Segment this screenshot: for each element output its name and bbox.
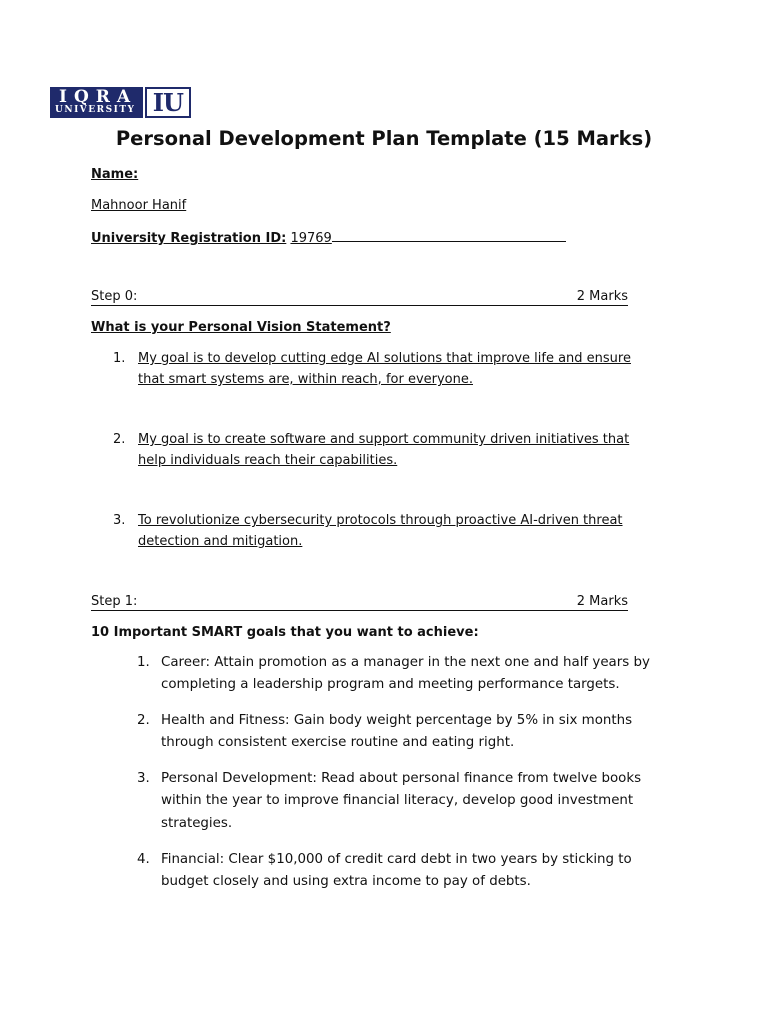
vision-item-line: that smart systems are, within reach, for everyone. [138,372,473,387]
goal-item-line: through consistent exercise routine and eating right. [161,735,515,751]
goal-item-text [161,849,671,894]
step-0-line [91,289,628,306]
vision-item-line: help individuals reach their capabilities. [138,453,398,468]
goal-item-number: 4. [137,852,150,867]
step-1-marks: 2 Marks [576,594,628,609]
goal-item-text [161,652,671,697]
vision-item-line: My goal is to create software and support community driven initiatives that [138,432,630,447]
vision-item-line: To revolutionize cybersecurity protocols through proactive AI-driven threat [138,513,623,528]
step-1-question: 10 Important SMART goals that you want to achieve: [91,625,479,640]
goal-item-number: 1. [137,655,150,670]
registration-line [91,229,566,247]
registration-fill-line [332,229,566,242]
vision-item-number: 1. [113,351,126,366]
vision-item-text [138,348,668,390]
vision-item-text [138,510,668,552]
logo-mark: IU [145,87,191,118]
logo-bottom-text: UNIVERSITY [55,105,136,115]
goal-item-line: strategies. [161,815,233,831]
logo-wordmark [50,87,143,118]
step-1-label: Step 1: [91,594,138,609]
goal-item-line: within the year to improve financial literacy, develop good investment [161,793,634,809]
vision-item-line: detection and mitigation. [138,534,303,549]
logo-top-text: IQRA [59,87,138,107]
step-1-line [91,594,628,611]
vision-item-line: My goal is to develop cutting edge AI solutions that improve life and ensure [138,351,631,366]
vision-item-number: 2. [113,432,126,447]
vision-item-text [138,429,668,471]
goal-item-line: completing a leadership program and meeting performance targets. [161,677,620,693]
name-label: Name: [91,167,139,182]
goal-item-number: 2. [137,713,150,728]
goal-item-text [161,710,671,755]
step-0-question: What is your Personal Vision Statement? [91,320,391,335]
step-0-marks: 2 Marks [576,289,628,304]
step-0-label: Step 0: [91,289,138,304]
goal-item-number: 3. [137,771,150,786]
name-value: Mahnoor Hanif [91,198,187,213]
goal-item-line: Financial: Clear $10,000 of credit card debt in two years by sticking to [161,852,632,867]
goal-item-line: Personal Development: Read about personal finance from twelve books [161,771,642,786]
document-title: Personal Development Plan Template (15 Marks) [115,127,653,150]
registration-value: 19769 [290,231,332,246]
goal-item-text [161,768,671,835]
university-logo [50,87,191,118]
registration-label: University Registration ID: [91,231,287,246]
goal-item-line: budget closely and using extra income to pay of debts. [161,874,531,890]
goal-item-line: Health and Fitness: Gain body weight percentage by 5% in six months [161,713,633,728]
vision-item-number: 3. [113,513,126,528]
goal-item-line: Career: Attain promotion as a manager in the next one and half years by [161,655,650,670]
